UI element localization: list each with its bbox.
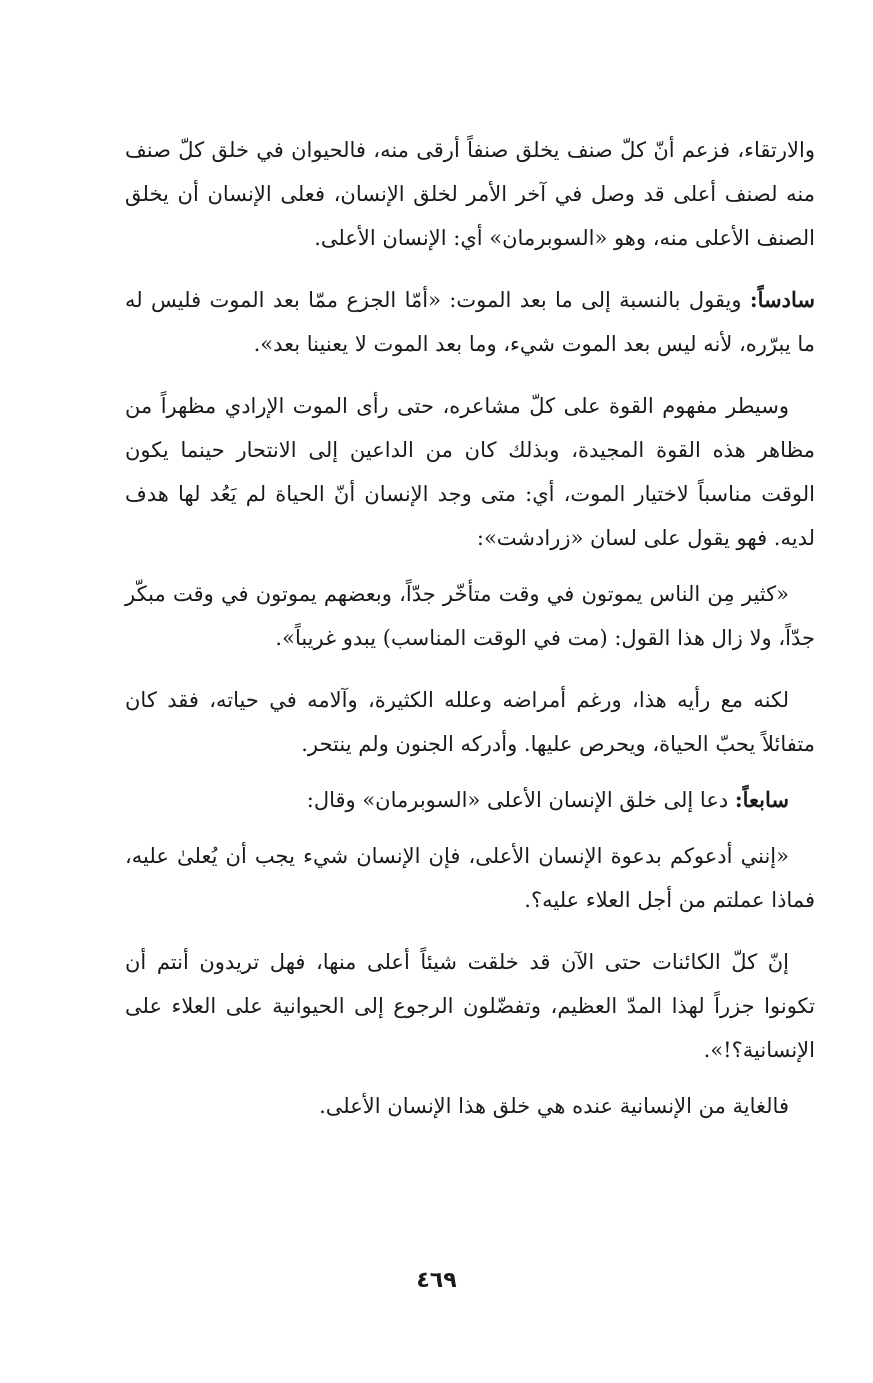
- page-number: ٤٦٩: [416, 1268, 457, 1293]
- paragraph-9: [125, 1084, 815, 1128]
- paragraph-1: [125, 128, 815, 260]
- paragraph-lead: سابعاً:: [734, 787, 789, 812]
- page-body: [125, 128, 815, 1128]
- paragraph-text: فالغاية من الإنسانية عنده هي خلق هذا الإنسان الأعلى.: [319, 1094, 789, 1118]
- paragraph-7: [125, 834, 815, 922]
- paragraph-4: [125, 572, 815, 660]
- paragraph-3: [125, 384, 815, 560]
- paragraph-text: «إنني أدعوكم بدعوة الإنسان الأعلى، فإن الإنسان شيء يجب أن يُعلىٰ عليه، فماذا عملتم من أجل العلاء عليه؟.: [125, 844, 815, 912]
- paragraph-text: وسيطر مفهوم القوة على كلّ مشاعره، حتى رأى الموت الإرادي مظهراً من مظاهر هذه القوة المجيدة، وبذلك كان من الداعين إلى الانتحار حينما يكون الوقت مناسباً لاختيار الموت، أي: متى وجد الإنسان أنّ الحياة لم يَعُد لها هدف لديه. فهو يقول على لسان «زرادشت»:: [125, 394, 815, 550]
- paragraph-5: [125, 678, 815, 766]
- paragraph-text: والارتقاء، فزعم أنّ كلّ صنف يخلق صنفاً أرقى منه، فالحيوان في خلق كلّ صنف منه لصنف أعلى قد وصل في آخر الأمر لخلق الإنسان، فعلى الإنسان أن يخلق الصنف الأعلى منه، وهو «السوبرمان» أي: الإنسان الأعلى.: [125, 138, 815, 250]
- paragraph-text: ويقول بالنسبة إلى ما بعد الموت: «أمّا الجزع ممّا بعد الموت فليس له ما يبرّره، لأنه ليس بعد الموت شيء، وما بعد الموت لا يعنينا بعد».: [125, 288, 815, 356]
- paragraph-lead: سادساً:: [749, 287, 815, 312]
- paragraph-text: «كثير مِن الناس يموتون في وقت متأخّر جدّاً، وبعضهم يموتون في وقت مبكّر جدّاً، ولا زال هذا القول: (مت في الوقت المناسب) يبدو غريباً».: [125, 582, 815, 650]
- paragraph-text: دعا إلى خلق الإنسان الأعلى «السوبرمان» وقال:: [306, 788, 735, 812]
- paragraph-2: [125, 278, 815, 366]
- paragraph-8: [125, 940, 815, 1072]
- paragraph-text: إنّ كلّ الكائنات حتى الآن قد خلقت شيئاً أعلى منها، فهل تريدون أنتم أن تكونوا جزراً لهذا المدّ العظيم، وتفضّلون الرجوع إلى الحيوانية على العلاء على الإنسانية؟!».: [125, 950, 815, 1062]
- paragraph-text: لكنه مع رأيه هذا، ورغم أمراضه وعلله الكثيرة، وآلامه في حياته، فقد كان متفائلاً يحبّ الحياة، ويحرص عليها. وأدركه الجنون ولم ينتحر.: [125, 688, 815, 756]
- paragraph-6: [125, 778, 815, 822]
